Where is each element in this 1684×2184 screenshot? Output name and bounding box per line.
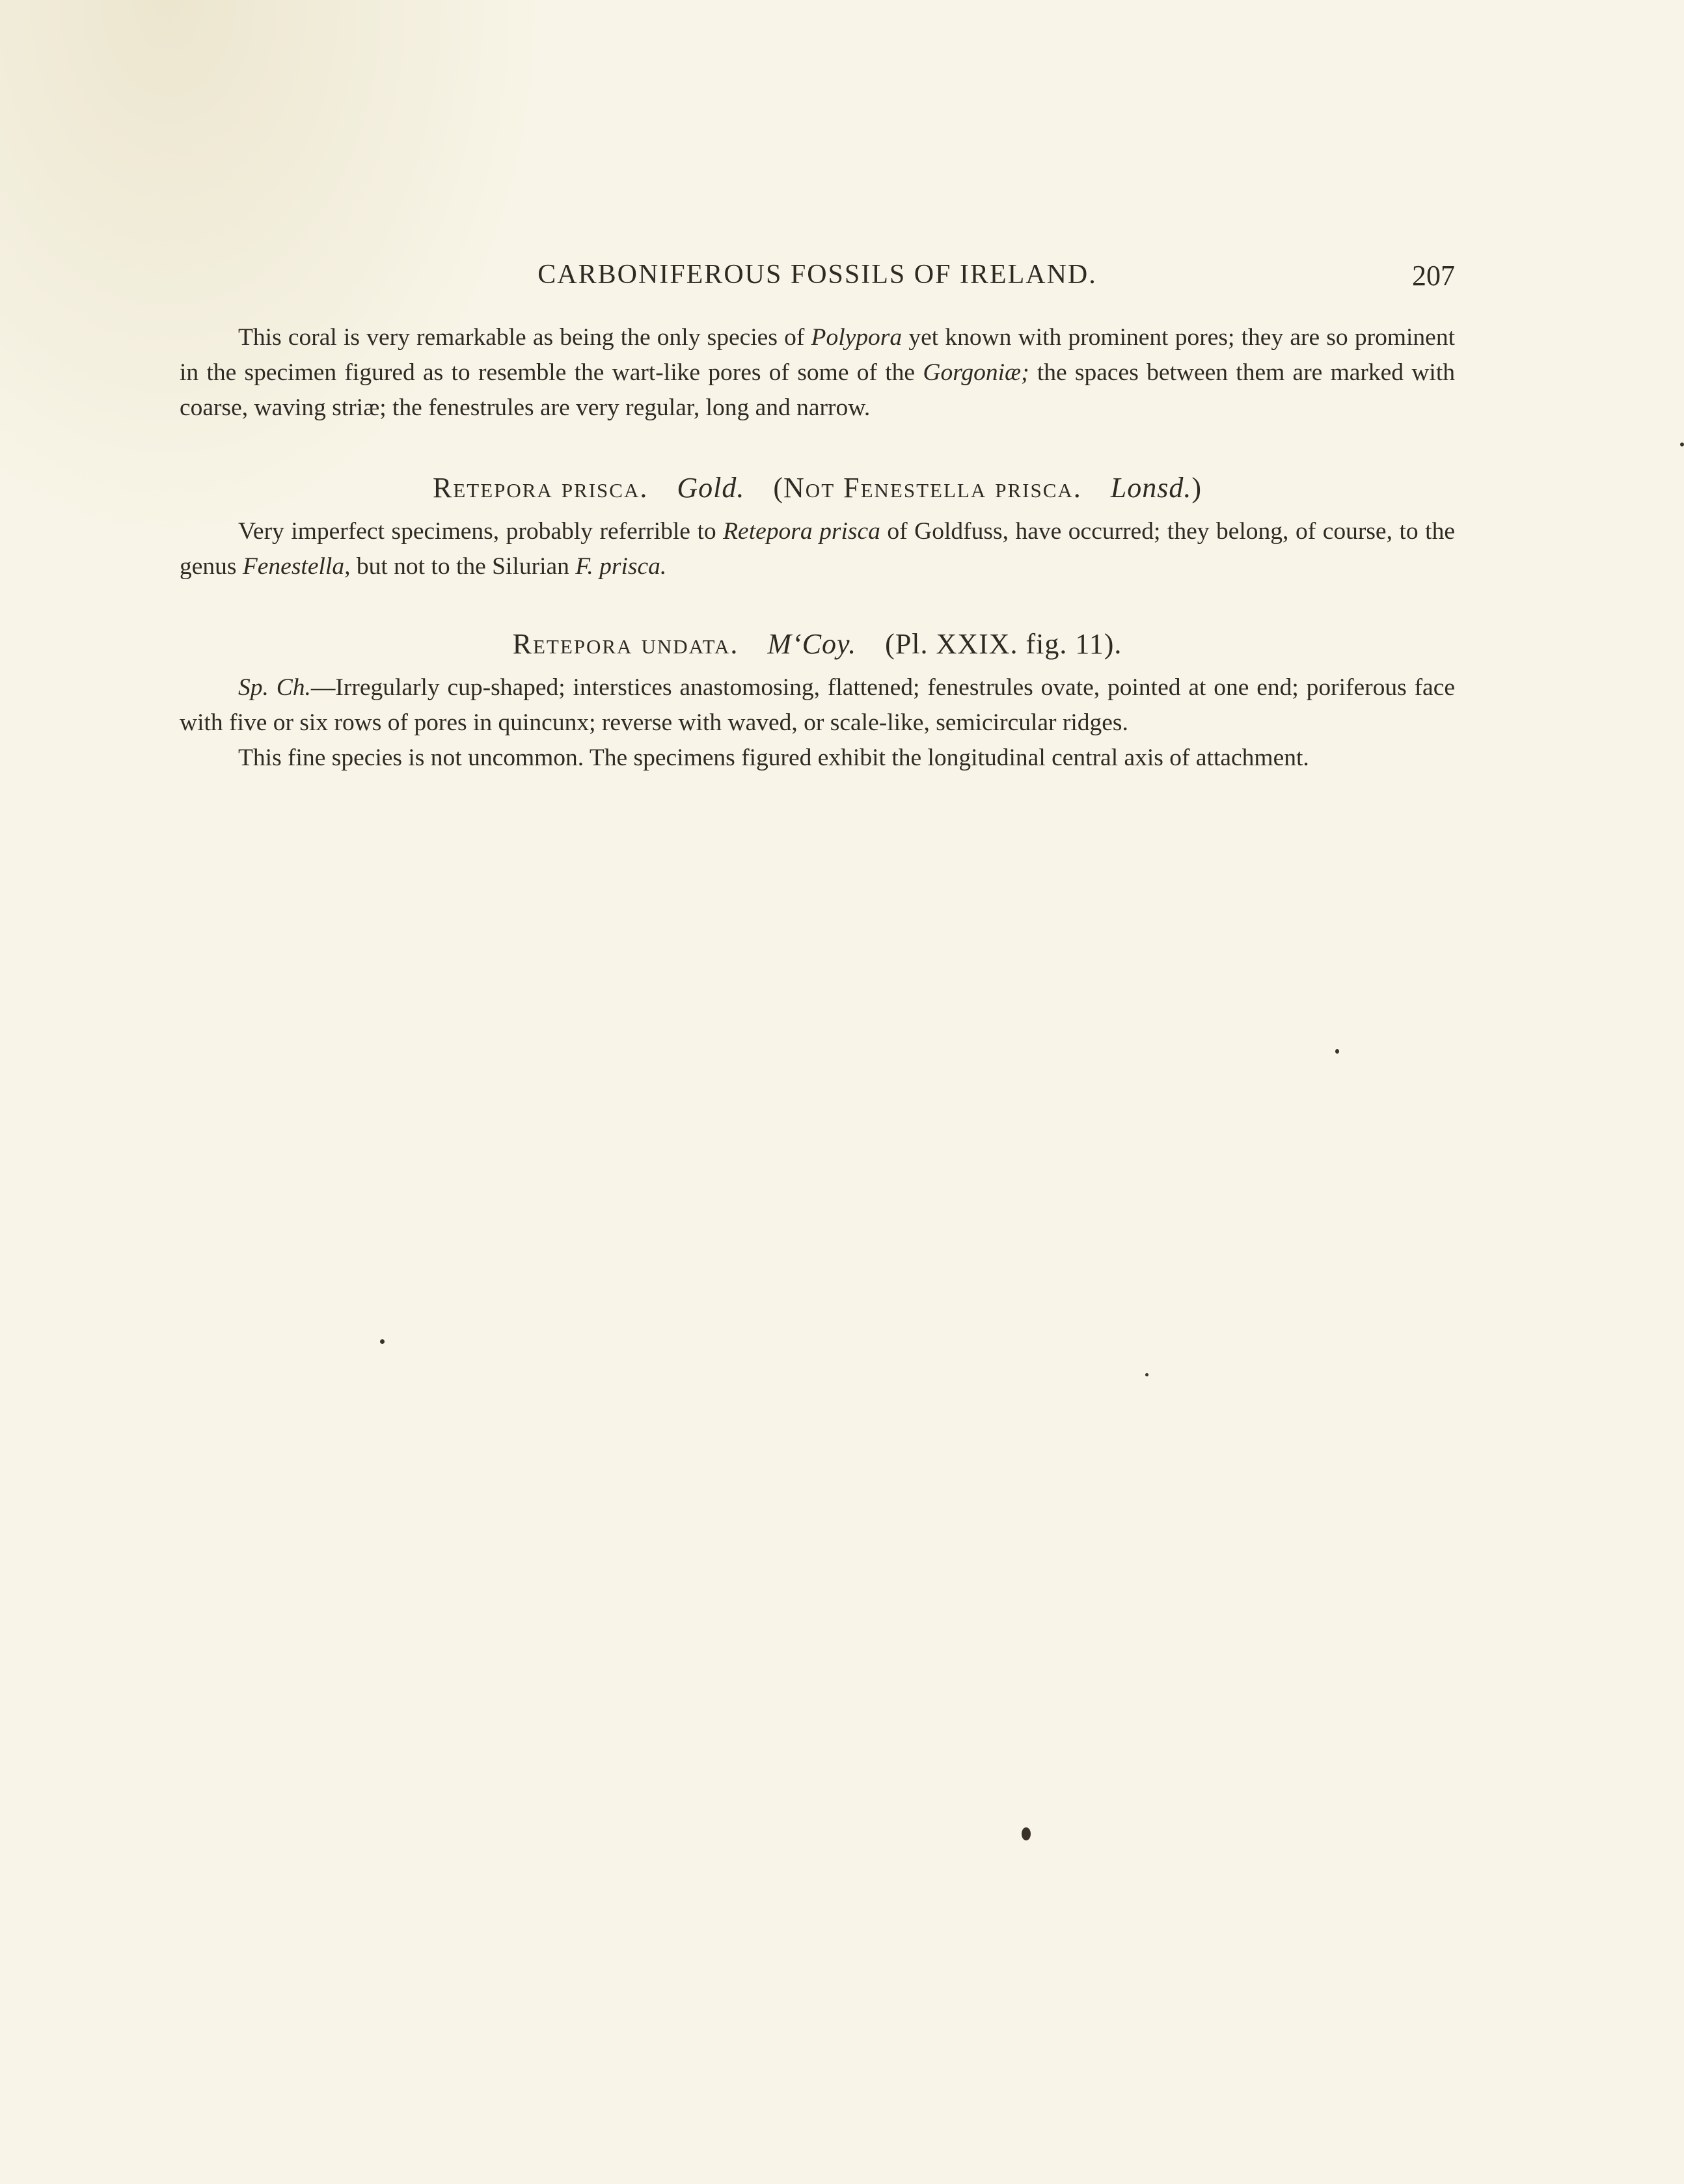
intro-text xyxy=(180,320,1455,426)
page-number: 207 xyxy=(1412,260,1455,292)
species-author: M‘Coy. xyxy=(767,628,857,660)
species-name: Retepora prisca. xyxy=(432,472,649,504)
species-author: Gold. xyxy=(677,472,745,504)
specific-characters-label: Sp. Ch. xyxy=(238,674,311,701)
text-run: —Irregularly cup-shaped; interstices anastomosing, flattened; fenestrules ovate, pointed at one end; poriferous face with five or six rows of pores in quincunx; reverse with waved, or scale-like, semicircular ridges. xyxy=(180,674,1455,736)
undata-paragraph-remarks xyxy=(180,741,1455,776)
paren-open: ( xyxy=(773,472,784,504)
prisca-text xyxy=(180,514,1455,584)
not-species-name: Not Fenestella prisca. xyxy=(783,472,1082,504)
ink-speck xyxy=(380,1339,385,1344)
intro-paragraph xyxy=(180,320,1455,426)
species-name: Retepora undata. xyxy=(512,628,739,660)
text-run: of Goldfuss, have occurred; they belong, of course, to the genus xyxy=(180,518,1455,580)
page-header xyxy=(180,259,1455,298)
prisca-paragraph xyxy=(180,514,1455,584)
section-heading-retepora-prisca xyxy=(180,469,1455,508)
ink-speck xyxy=(1335,1049,1339,1054)
text-run: yet known with prominent pores; they are so prominent in the specimen figured as to resemble the wart-like pores of some of the xyxy=(180,324,1455,386)
ink-speck xyxy=(1022,1827,1031,1840)
not-species-author: Lonsd. xyxy=(1110,472,1192,504)
paren-close: ) xyxy=(1191,472,1202,504)
running-title: CARBONIFEROUS FOSSILS OF IRELAND. xyxy=(537,260,1097,290)
ink-speck xyxy=(1680,443,1684,446)
text-run: This coral is very remarkable as being the only species of xyxy=(238,324,811,351)
section-heading-retepora-undata xyxy=(180,625,1455,664)
species-name-inline: F. prisca. xyxy=(575,553,667,580)
species-name-inline: Retepora prisca xyxy=(723,518,880,545)
text-run: This fine species is not uncommon. The specimens figured exhibit the longitudinal central axis of attachment. xyxy=(238,744,1309,771)
genus-name: Gorgoniæ; xyxy=(923,359,1029,386)
plate-reference: (Pl. XXIX. fig. 11). xyxy=(885,628,1122,660)
genus-name: Fenestella, xyxy=(242,553,351,580)
text-run: but not to the Silurian xyxy=(350,553,576,580)
text-run: the spaces between them are marked with coarse, waving striæ; the fenestrules are very regular, long and narrow. xyxy=(180,359,1455,421)
undata-paragraph-characters xyxy=(180,670,1455,741)
undata-text xyxy=(180,670,1455,776)
text-run: Very imperfect specimens, probably referrible to xyxy=(238,518,724,545)
ink-speck xyxy=(1145,1373,1148,1376)
genus-name: Polypora xyxy=(811,324,903,351)
